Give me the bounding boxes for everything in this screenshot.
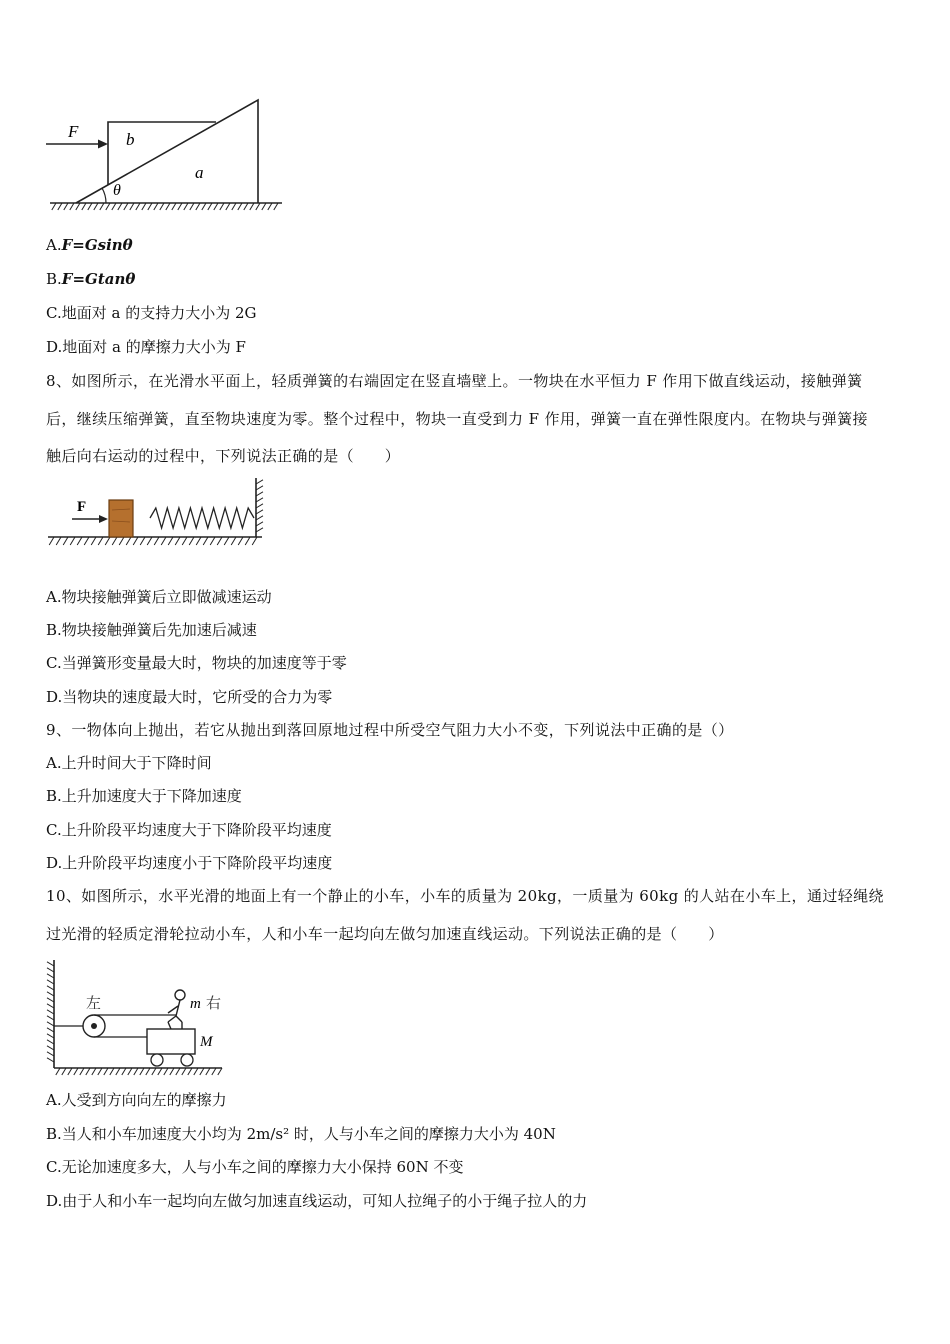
hatch-mark <box>47 986 54 990</box>
option-text: F=Gsinθ <box>61 236 133 254</box>
option-letter: B. <box>46 621 62 639</box>
q9-option-a <box>46 753 212 773</box>
q8-option-a <box>46 587 272 607</box>
angle-label: θ <box>113 182 121 199</box>
option-letter: A. <box>46 588 62 606</box>
hatch-mark <box>47 980 54 984</box>
hatch-mark <box>47 1040 54 1044</box>
hatch-mark <box>148 203 152 210</box>
hatch-mark <box>184 203 188 210</box>
hatch-mark <box>146 1068 150 1075</box>
hatch-mark <box>112 203 116 210</box>
option-text: 地面对 a 的支持力大小为 2G <box>61 304 257 322</box>
option-letter: D. <box>46 1192 63 1210</box>
hatch-mark <box>128 1068 132 1075</box>
q10-option-b <box>46 1124 556 1144</box>
hatch-mark <box>88 203 92 210</box>
hatch-mark <box>256 486 263 490</box>
hatch-mark <box>168 537 173 545</box>
hatch-mark <box>118 203 122 210</box>
hatch-mark <box>190 203 194 210</box>
q8-stem-line-2: 后，继续压缩弹簧，直至物块速度为零。整个过程中，物块一直受到力 F 作用，弹簧一直在弹性限度内。在物块与弹簧接 <box>46 410 868 428</box>
hatch-mark <box>68 1068 72 1075</box>
hatch-mark <box>104 1068 108 1075</box>
hatch-mark <box>176 1068 180 1075</box>
hatch-mark <box>182 537 187 545</box>
hatch-mark <box>98 537 103 545</box>
cart-mass-label: M <box>200 1034 213 1050</box>
option-text: 上升加速度大于下降加速度 <box>61 787 242 805</box>
ground-hatching <box>49 537 257 545</box>
option-text: 当物块的速度最大时，它所受的合力为零 <box>62 688 333 706</box>
option-letter: D. <box>46 688 63 706</box>
hatch-mark <box>86 1068 90 1075</box>
force-label: F <box>77 499 87 515</box>
hatch-mark <box>122 1068 126 1075</box>
hatch-mark <box>64 203 68 210</box>
right-label: 右 <box>206 996 222 1012</box>
hatch-mark <box>154 203 158 210</box>
hatch-mark <box>231 537 236 545</box>
block-b-label: b <box>126 130 135 149</box>
option-letter: A. <box>46 754 62 772</box>
hatch-mark <box>182 1068 186 1075</box>
hatch-mark <box>226 203 230 210</box>
hatch-mark <box>160 203 164 210</box>
option-letter: B. <box>46 270 62 288</box>
hatch-mark <box>133 537 138 545</box>
hatch-mark <box>175 537 180 545</box>
block-grain <box>112 521 130 522</box>
hatch-mark <box>119 537 124 545</box>
hatch-mark <box>47 968 54 972</box>
wall-hatching <box>256 480 263 532</box>
cart-wheel <box>151 1054 163 1066</box>
hatch-mark <box>105 537 110 545</box>
hatch-mark <box>170 1068 174 1075</box>
hatch-mark <box>112 537 117 545</box>
hatch-mark <box>196 203 200 210</box>
hatch-mark <box>106 203 110 210</box>
hatch-mark <box>217 537 222 545</box>
option-text: 由于人和小车一起均向左做匀加速直线运动，可知人拉绳子的小于绳子拉人的力 <box>62 1192 588 1210</box>
hatch-mark <box>178 203 182 210</box>
block-a-label: a <box>195 163 204 182</box>
hatch-mark <box>212 1068 216 1075</box>
hatch-mark <box>100 203 104 210</box>
hatch-mark <box>47 1010 54 1014</box>
option-text: 上升时间大于下降时间 <box>61 754 212 772</box>
block-grain <box>112 509 130 510</box>
pulley-axle <box>91 1023 97 1029</box>
hatch-mark <box>94 203 98 210</box>
option-letter: C. <box>46 821 62 839</box>
q10-stem-line-2: 过光滑的轻质定滑轮拉动小车，人和小车一起均向左做匀加速直线运动。下列说法正确的是（ ） <box>46 925 724 943</box>
person-mass-label: m <box>190 996 201 1012</box>
option-text: 上升阶段平均速度大于下降阶段平均速度 <box>61 821 332 839</box>
hatch-mark <box>252 537 257 545</box>
wall-hatching <box>47 962 54 1062</box>
hatch-mark <box>76 203 80 210</box>
block-b <box>108 122 216 185</box>
ground-hatching <box>52 203 278 210</box>
hatch-mark <box>152 1068 156 1075</box>
q9-option-d <box>46 853 332 873</box>
hatch-mark <box>47 992 54 996</box>
hatch-mark <box>47 998 54 1002</box>
hatch-mark <box>140 537 145 545</box>
option-text: 地面对 a 的摩擦力大小为 F <box>62 338 246 356</box>
hatch-mark <box>256 504 263 508</box>
hatch-mark <box>56 1068 60 1075</box>
hatch-mark <box>80 1068 84 1075</box>
hatch-mark <box>116 1068 120 1075</box>
force-arrowhead <box>99 515 108 523</box>
q7-option-a <box>46 235 133 255</box>
hatch-mark <box>134 1068 138 1075</box>
hatch-mark <box>268 203 272 210</box>
hatch-mark <box>158 1068 162 1075</box>
hatch-mark <box>47 1028 54 1032</box>
hatch-mark <box>232 203 236 210</box>
pulley <box>83 1015 105 1037</box>
hatch-mark <box>256 528 263 532</box>
q8-option-c <box>46 653 347 673</box>
ground-hatching <box>56 1068 222 1075</box>
wooden-block <box>109 500 133 537</box>
hatch-mark <box>218 1068 222 1075</box>
wedge-a <box>76 100 258 203</box>
option-text: 物块接触弹簧后立即做减速运动 <box>61 588 272 606</box>
hatch-mark <box>74 1068 78 1075</box>
option-letter: D. <box>46 854 63 872</box>
hatch-mark <box>166 203 170 210</box>
hatch-mark <box>47 974 54 978</box>
hatch-mark <box>224 537 229 545</box>
hatch-mark <box>70 203 74 210</box>
hatch-mark <box>196 537 201 545</box>
q8-stem-line-3: 触后向右运动的过程中，下列说法正确的是（ ） <box>46 447 401 465</box>
option-letter: B. <box>46 1125 62 1143</box>
hatch-mark <box>98 1068 102 1075</box>
angle-arc <box>102 188 106 203</box>
hatch-mark <box>172 203 176 210</box>
hatch-mark <box>203 537 208 545</box>
option-letter: C. <box>46 304 62 322</box>
left-label: 左 <box>86 996 102 1012</box>
hatch-mark <box>256 203 260 210</box>
q10-option-d <box>46 1191 587 1211</box>
option-text: 物块接触弹簧后先加速后减速 <box>61 621 257 639</box>
hatch-mark <box>238 203 242 210</box>
spring <box>150 508 254 528</box>
hatch-mark <box>250 203 254 210</box>
option-letter: A. <box>46 1091 62 1109</box>
q7-option-c <box>46 303 257 323</box>
hatch-mark <box>47 1016 54 1020</box>
hatch-mark <box>136 203 140 210</box>
q7-option-d <box>46 337 246 357</box>
force-label: F <box>68 122 79 141</box>
hatch-mark <box>189 537 194 545</box>
hatch-mark <box>256 498 263 502</box>
q9-option-c <box>46 820 332 840</box>
q10-option-c <box>46 1157 463 1177</box>
q10-stem-line-1: 10、如图所示，水平光滑的地面上有一个静止的小车，小车的质量为 20kg，一质量为 60kg 的人站在小车上，通过轻绳绕 <box>46 887 884 905</box>
hatch-mark <box>47 1052 54 1056</box>
cart <box>147 1029 195 1054</box>
hatch-mark <box>47 1034 54 1038</box>
hatch-mark <box>52 203 56 210</box>
hatch-mark <box>256 492 263 496</box>
hatch-mark <box>77 537 82 545</box>
hatch-mark <box>82 203 86 210</box>
hatch-mark <box>47 1046 54 1050</box>
hatch-mark <box>84 537 89 545</box>
hatch-mark <box>210 537 215 545</box>
option-text: 当弹簧形变量最大时，物块的加速度等于零 <box>61 654 347 672</box>
person <box>168 990 185 1029</box>
hatch-mark <box>256 510 263 514</box>
option-letter: C. <box>46 1158 62 1176</box>
hatch-mark <box>62 1068 66 1075</box>
hatch-mark <box>56 537 61 545</box>
option-text: 无论加速度多大，人与小车之间的摩擦力大小保持 60N 不变 <box>61 1158 464 1176</box>
hatch-mark <box>126 537 131 545</box>
force-arrowhead <box>98 140 108 149</box>
hatch-mark <box>164 1068 168 1075</box>
option-letter: B. <box>46 787 62 805</box>
hatch-mark <box>47 962 54 966</box>
hatch-mark <box>142 203 146 210</box>
hatch-mark <box>70 537 75 545</box>
hatch-mark <box>214 203 218 210</box>
hatch-mark <box>256 516 263 520</box>
hatch-mark <box>238 537 243 545</box>
hatch-mark <box>47 1022 54 1026</box>
hatch-mark <box>49 537 54 545</box>
option-letter: D. <box>46 338 63 356</box>
hatch-mark <box>220 203 224 210</box>
hatch-mark <box>124 203 128 210</box>
hatch-mark <box>194 1068 198 1075</box>
hatch-mark <box>274 203 278 210</box>
option-text: 上升阶段平均速度小于下降阶段平均速度 <box>62 854 333 872</box>
q8-option-b <box>46 620 257 640</box>
hatch-mark <box>245 537 250 545</box>
hatch-mark <box>140 1068 144 1075</box>
q8-stem-line-1: 8、如图所示，在光滑水平面上，轻质弹簧的右端固定在竖直墙壁上。一物块在水平恒力 F 作用下做直线运动，接触弹簧 <box>46 372 863 390</box>
hatch-mark <box>154 537 159 545</box>
option-letter: C. <box>46 654 62 672</box>
hatch-mark <box>58 203 62 210</box>
cart-wheel <box>181 1054 193 1066</box>
q10-option-a <box>46 1090 227 1110</box>
hatch-mark <box>161 537 166 545</box>
hatch-mark <box>256 522 263 526</box>
option-text: 人受到方向向左的摩擦力 <box>61 1091 227 1109</box>
hatch-mark <box>147 537 152 545</box>
option-text: F=Gtanθ <box>61 270 136 288</box>
hatch-mark <box>63 537 68 545</box>
hatch-mark <box>91 537 96 545</box>
hatch-mark <box>206 1068 210 1075</box>
option-letter: A. <box>46 236 62 254</box>
hatch-mark <box>92 1068 96 1075</box>
hatch-mark <box>262 203 266 210</box>
hatch-mark <box>208 203 212 210</box>
option-text: 当人和小车加速度大小均为 2m/s² 时，人与小车之间的摩擦力大小为 40N <box>61 1125 556 1143</box>
hatch-mark <box>244 203 248 210</box>
q7-option-b <box>46 269 135 289</box>
hatch-mark <box>47 1004 54 1008</box>
hatch-mark <box>188 1068 192 1075</box>
q9-option-b <box>46 786 242 806</box>
q9-stem: 9、一物体向上抛出，若它从抛出到落回原地过程中所受空气阻力大小不变，下列说法中正确的是（） <box>46 721 734 739</box>
hatch-mark <box>256 480 263 484</box>
hatch-mark <box>47 1058 54 1062</box>
hatch-mark <box>200 1068 204 1075</box>
q8-option-d <box>46 687 332 707</box>
hatch-mark <box>130 203 134 210</box>
hatch-mark <box>110 1068 114 1075</box>
hatch-mark <box>202 203 206 210</box>
